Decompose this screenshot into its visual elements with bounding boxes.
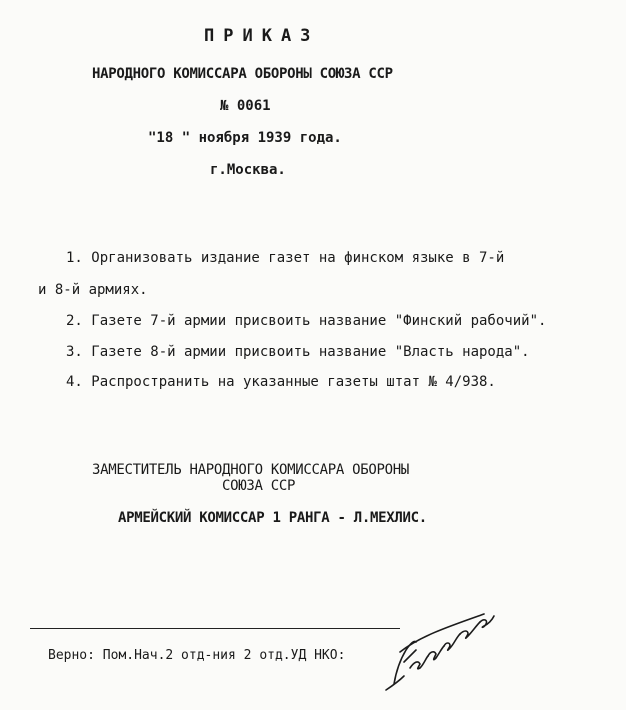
signature-rule xyxy=(30,628,400,629)
signatory-name: АРМЕЙСКИЙ КОМИССАР 1 РАНГА - Л.МЕХЛИС. xyxy=(118,510,427,526)
list-item-continuation: и 8-й армиях. xyxy=(38,282,148,298)
order-number: № 0061 xyxy=(220,98,271,114)
list-item: 2. Газете 7-й армии присвоить название "Финский рабочий". xyxy=(66,313,547,329)
signatory-position: ЗАМЕСТИТЕЛЬ НАРОДНОГО КОМИССАРА ОБОРОНЫ xyxy=(92,462,410,478)
handwritten-signature xyxy=(380,606,500,696)
document-title: ПРИКАЗ xyxy=(204,26,320,46)
order-place: г.Москва. xyxy=(210,162,286,178)
certification-text: Верно: Пом.Нач.2 отд-ния 2 отд.УД НКО: xyxy=(48,648,346,663)
order-date: "18 " ноября 1939 года. xyxy=(148,130,342,146)
list-item: 3. Газете 8-й армии присвоить название "Власть народа". xyxy=(66,344,530,360)
list-item: 4. Распространить на указанные газеты штат № 4/938. xyxy=(66,374,496,390)
list-item: 1. Организовать издание газет на финском языке в 7-й xyxy=(66,250,505,266)
signatory-position-continued: СОЮЗА ССР xyxy=(222,478,296,494)
issuer-line: НАРОДНОГО КОМИССАРА ОБОРОНЫ СОЮЗА ССР xyxy=(92,66,393,82)
